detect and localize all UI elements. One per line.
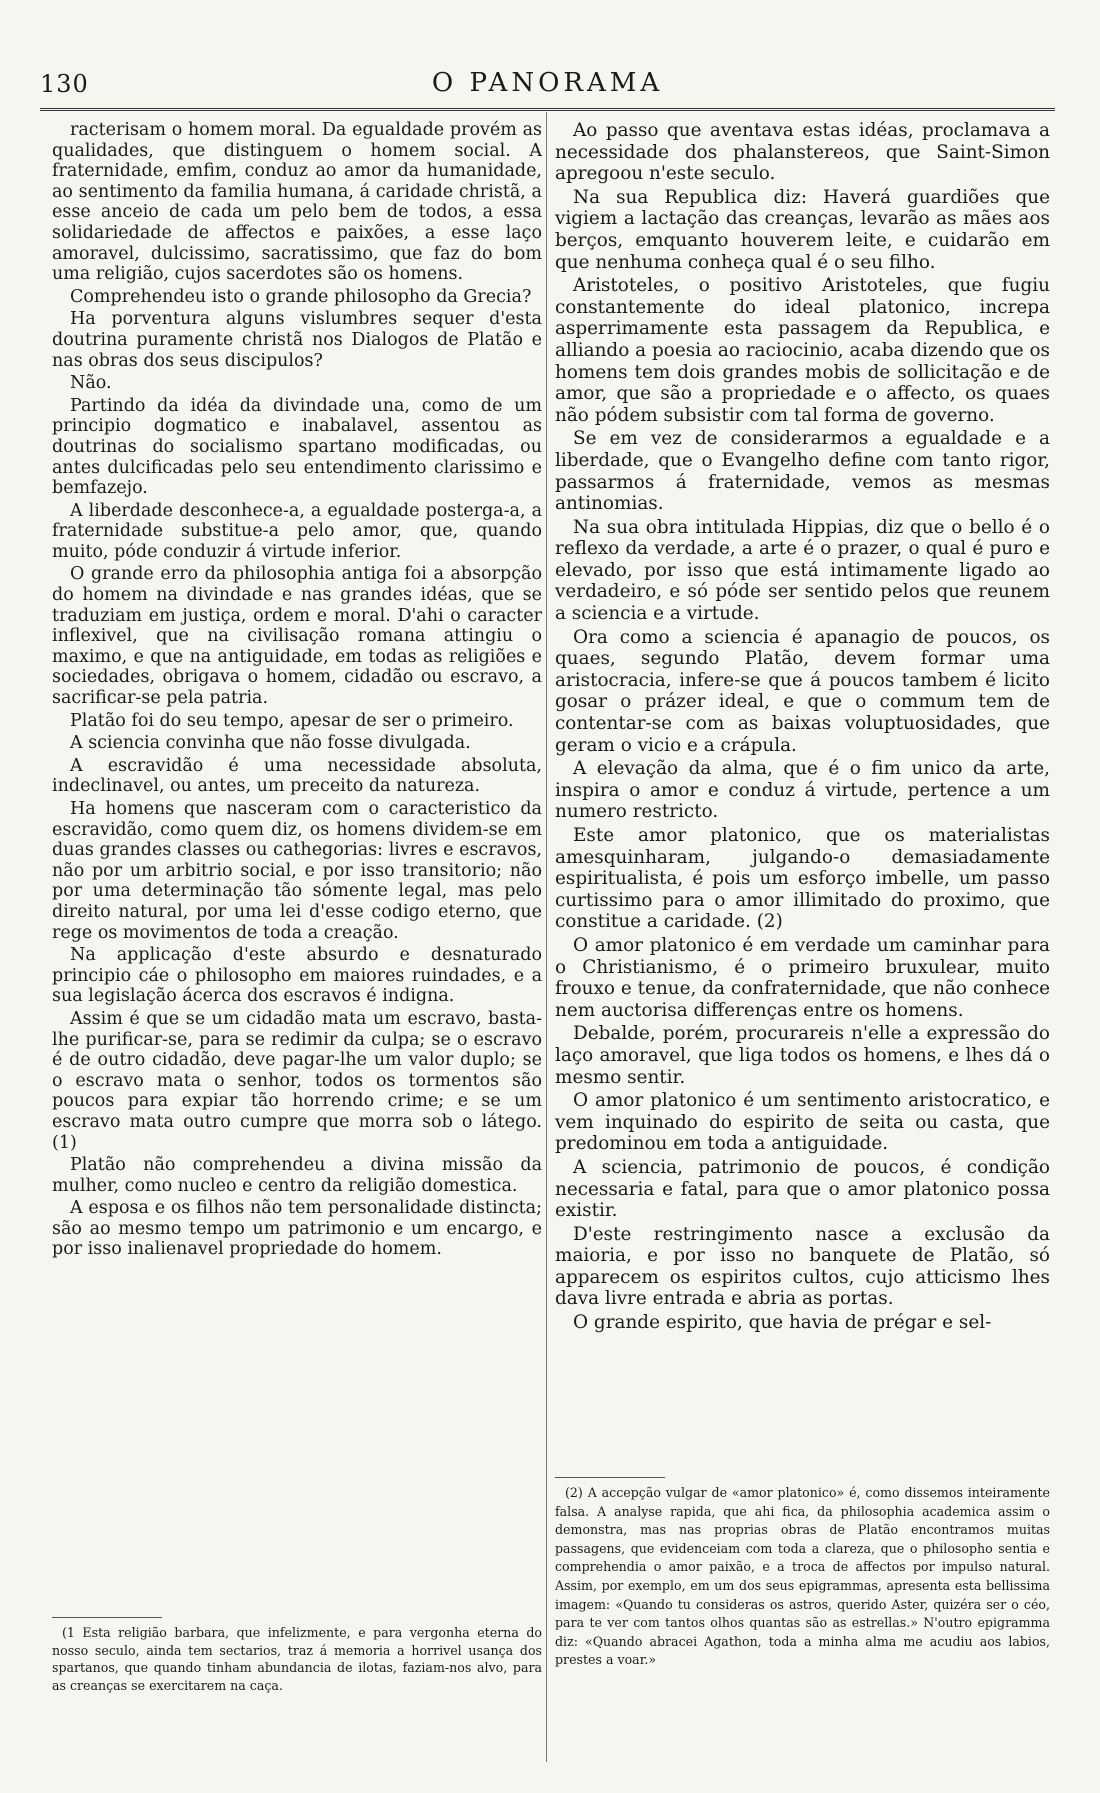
- paragraph: Debalde, porém, procurareis n'elle a expressão do laço amoravel, que liga todos os homens, e lhes dá o mesmo sentir.: [555, 1023, 1050, 1088]
- header-rule: [40, 108, 1055, 111]
- paragraph: A sciencia convinha que não fosse divulgada.: [70, 733, 471, 754]
- paragraph: Platão não comprehendeu a divina missão da mulher, como nucleo e centro da religião domestica.: [52, 1155, 542, 1196]
- paragraph: O amor platonico é em verdade um caminhar para o Christianismo, é o primeiro bruxulear, muito frouxo e tenue, da confraternidade, que não conhece nem auctorisa differenças entre os homens.: [555, 934, 1050, 1021]
- paragraph: Este amor platonico, que os materialistas amesquinharam, julgando-o demasiadamente espiritualista, é pois um esforço imbelle, um passo curtissimo para o amor illimitado do proximo, que constitue a caridade. (2): [555, 825, 1050, 933]
- footnote-rule: [52, 1617, 162, 1618]
- footnote-block: [555, 1465, 1050, 1672]
- page-header: [40, 62, 1055, 102]
- paragraph: Ora como a sciencia é apanagio de poucos, os quaes, segundo Platão, devem formar uma aristocracia, infere-se que á poucos tambem é licito gosar o prázer ideal, e que o commum tem de contentar-se com as baixas voluptuosidades, que geram o vicio e a crápula.: [555, 626, 1050, 756]
- left-column: [52, 120, 542, 1693]
- paragraph: Platão foi do seu tempo, apesar de ser o primeiro.: [70, 710, 514, 731]
- footnote-block: [52, 1605, 542, 1696]
- paragraph: Assim é que se um cidadão mata um escravo, basta-lhe purificar-se, para se redimir da culpa; se o escravo é de outro cidadão, deve pagar-lhe um valor duplo; se o escravo mata o senhor, todos os tormentos são poucos para expiar tão horrendo crime; e se um escravo mata outro cumpre que morra sob o látego. (1): [52, 1008, 542, 1153]
- footnote-rule: [555, 1477, 665, 1478]
- paragraph: O grande erro da philosophia antiga foi a absorpção do homem na divindade e nas grandes idéas, que se traduziam em justiça, ordem e moral. D'ahi o caracter inflexivel, que na civilisação romana attingiu o maximo, e que na antiguidade, em todas as religiões e sociedades, obrigava o homem, cidadão ou escravo, a sacrificar-se pela patria.: [52, 564, 542, 709]
- paragraph: D'este restringimento nasce a exclusão da maioria, e por isso no banquete de Platão, só apparecem os espiritos cultos, cujo atticismo lhes dava livre entrada e abria as portas.: [555, 1223, 1050, 1310]
- paragraph: Ha homens que nasceram com o caracteristico da escravidão, como quem diz, os homens dividem-se em duas grandes classes ou cathegorias: livres e escravos, não por um arbitrio social, e por isso transitorio; não por uma determinação tão sómente legal, mas pelo direito natural, por uma lei d'esse codigo eterno, que rege os movimentos de toda a creação.: [52, 799, 542, 943]
- paragraph: A escravidão é uma necessidade absoluta, indeclinavel, ou antes, um preceito da natureza.: [52, 755, 542, 797]
- paragraph: A liberdade desconhece-a, a egualdade postergа-a, a fraternidade substitue-a pelo amor, que, quando muito, póde conduzir á virtude inferior.: [52, 500, 542, 562]
- paragraph: racterisam o homem moral. Da egualdade provém as qualidades, que distinguem o homem social. A fraternidade, emfim, conduz ao amor da humanidade, ao sentimento da familia humana, á caridade christã, a esse anceio de cada um pelo bem de todos, a essa solidariedade de affectos e paixões, a esse laço amoravel, dulcissimo, sacratissimo, que faz do bom uma religião, cujos sacerdotes são os homens.: [52, 120, 542, 285]
- paragraph: Comprehendeu isto o grande philosopho da Grecia?: [70, 286, 532, 307]
- paragraph: A esposa e os filhos não tem personalidade distincta; são ao mesmo tempo um patrimonio e um encargo, e por isso inalienavel propriedade do homem.: [52, 1198, 542, 1260]
- paragraph: O amor platonico é um sentimento aristocratico, e vem inquinado do espirito de seita ou casta, que predominou em toda a antiguidade.: [555, 1090, 1050, 1155]
- paragraph: Não.: [70, 373, 112, 394]
- right-column-body: [555, 120, 1050, 1336]
- paragraph: Ao passo que aventava estas idéas, proclamava a necessidade dos phalansterеos, que Saint-Simon apregoou n'este seculo.: [555, 120, 1050, 185]
- paragraph: Partindo da idéa da divindade una, como de um principio dogmatico e inabalavel, assentou as doutrinas do socialismo spartano modificadas, ou antes dulcificadas pelo seu entendimento clarissimo e bemfazejo.: [52, 395, 542, 499]
- paragraph: Ha porventura alguns vislumbres sequer d'esta doutrina puramente christã nos Dialogos de Platão e nas obras dos seus discipulos?: [52, 309, 542, 371]
- column-divider: [546, 112, 547, 1762]
- page-number: 130: [40, 70, 89, 98]
- paragraph: Aristoteles, o positivo Aristoteles, que fugiu constantemente do ideal platonico, increpa asperrimamente esta passagem da Republica, e alliando a poesia ao raciocinio, acaba dizendo que os homens tem dois grandes mobis de sollicitação e de amor, que são a propriedade e o affecto, os quaes não pódem subsistir com tal forma de governo.: [555, 275, 1050, 426]
- footnote-2: (2) A accepção vulgar de «amor platonico» é, como dissemos inteiramente falsa. A analyse rapida, que ahi fica, da philosophia academica assim o demonstra, mas nas proprias obras de Platão encontramos muitas passagens, que evidenceiam com toda a clareza, que o philosopho sentia e comprehendia o amor paixão, e a troca de affectos por impulso natural. Assim, por exemplo, em um dos seus epigrammas, apresenta esta bellissima imagem: «Quando tu consideras os astros, querido Aster, quizéra ser o céo, para te ver com tantos olhos quantas são as estrellas.» N'outro epigramma diz: «Quando abracei Agathon, toda a minha alma me acudiu aos labios, prestes a voar.»: [555, 1485, 1050, 1668]
- paragraph: O grande espirito, que havia de prégar e sel-: [573, 1312, 992, 1334]
- paragraph: Na sua Republica diz: Haverá guardiões que vigiem a lactação das creanças, levarão as mães aos berços, emquanto houverem leite, e cuidarão em que nenhuma conheça qual é o seu filho.: [555, 186, 1050, 273]
- paragraph: Se em vez de considerarmos a egualdade e a liberdade, que o Evangelho define com tanto rigor, passarmos á fraternidade, vemos as mesmas antinomias.: [555, 428, 1050, 515]
- paragraph: Na applicação d'este absurdo e desnaturado principio cáe o philosopho em maiores ruindades, e a sua legislação ácerca dos escravos é indigna.: [52, 945, 542, 1007]
- paragraph: A sciencia, patrimonio de poucos, é condição necessaria e fatal, para que o amor platonico possa existir.: [555, 1156, 1050, 1222]
- footnote-1: (1 Esta religião barbara, que infelizmente, e para vergonha eterna do nosso seculo, ainda tem sectarios, traz á memoria a horrivel usança dos spartanos, que quando tinham abundancia de ilotas, faziam-nos alvo, para as creanças se exercitarem na caça.: [52, 1625, 542, 1693]
- paragraph: A elevação da alma, que é o fim unico da arte, inspira o amor e conduz á virtude, pertence a um numero restricto.: [555, 758, 1050, 823]
- paragraph: Na sua obra intitulada Hippias, diz que o bello é o reflexo da verdade, a arte é o prazer, o qual é puro e elevado, por isso que está intimamente ligado ao verdadeiro, e só póde ser sentido pelos que reunem a sciencia e a virtude.: [555, 516, 1050, 625]
- journal-title: O PANORAMA: [431, 68, 664, 98]
